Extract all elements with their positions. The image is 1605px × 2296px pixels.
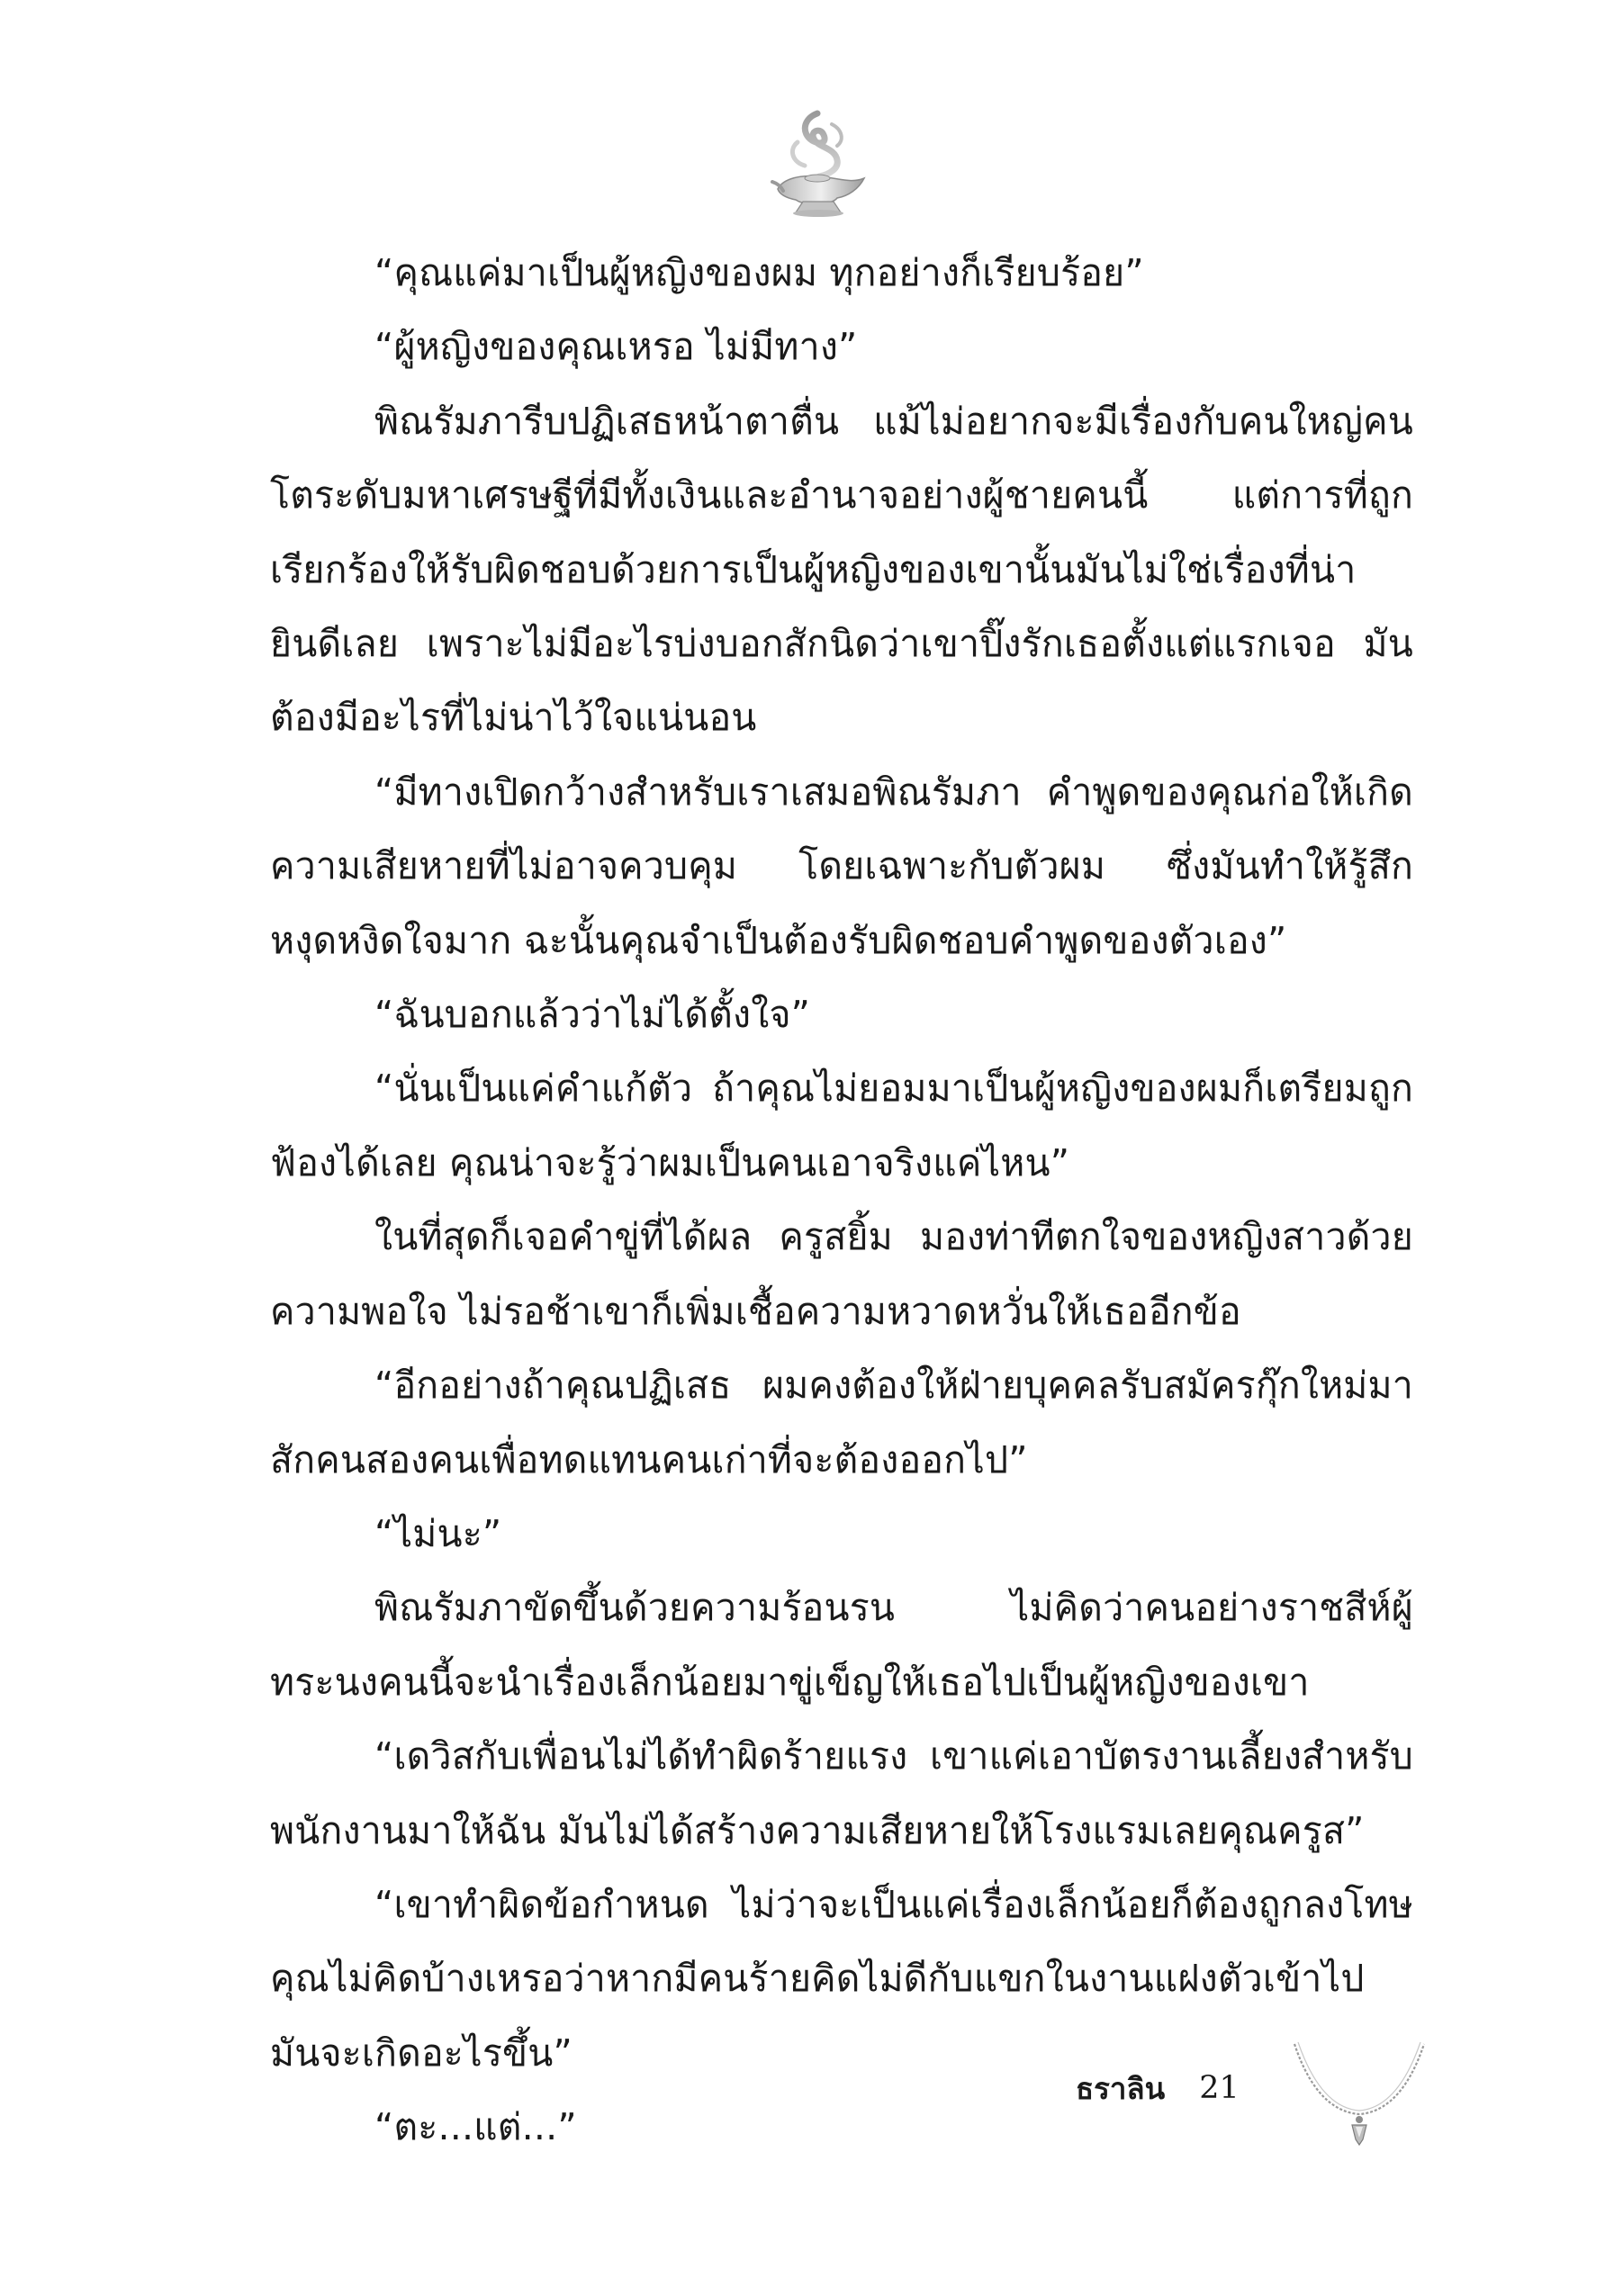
paragraph: “เขาทำผิดข้อกำหนด ไม่ว่าจะเป็นแค่เรื่องเล็กน้อยก็ต้องถูกลงโทษคุณไม่คิดบ้างเหรอว่าหากมีคนร้ายคิดไม่ดีกับแขกในงานแฝงตัวเข้าไปมันจะเกิดอะไรขึ้น” [270,1882,1413,2075]
paragraph: “ตะ...แต่...” [374,2105,577,2149]
paragraph: “ผู้หญิงของคุณเหรอ ไม่มีทาง” [374,325,858,369]
author-name: ธราลิน [1076,2070,1166,2106]
paragraph: “คุณแค่มาเป็นผู้หญิงของผม ทุกอย่างก็เรียบร้อย” [374,251,1144,294]
paragraph: “ไม่นะ” [374,1511,502,1555]
paragraph: “ฉันบอกแล้วว่าไม่ได้ตั้งใจ” [374,993,811,1037]
paragraph: “มีทางเปิดกว้างสำหรับเราเสมอพิณรัมภา คำพูดของคุณก่อให้เกิดความเสียหายที่ไม่อาจควบคุม โดยเฉพาะกับตัวผม ซึ่งมันทำให้รู้สึกหงุดหงิดใจมาก ฉะนั้นคุณจำเป็นต้องรับผิดชอบคำพูดของตัวเอง” [270,770,1413,962]
genie-lamp-icon [765,106,873,223]
paragraph: พิณรัมภาขัดขึ้นด้วยความร้อนรน ไม่คิดว่าคนอย่างราชสีห์ผู้ทระนงคนนี้จะนำเรื่องเล็กน้อยมาขู่เข็ญให้เธอไปเป็นผู้หญิงของเขา [270,1586,1413,1704]
paragraph: “เดวิสกับเพื่อนไม่ได้ทำผิดร้ายแรง เขาแค่เอาบัตรงานเลี้ยงสำหรับพนักงานมาให้ฉัน มันไม่ได้สร้างความเสียหายให้โรงแรมเลยคุณครูส” [270,1734,1413,1852]
paragraph: “นั่นเป็นแค่คำแก้ตัว ถ้าคุณไม่ยอมมาเป็นผู้หญิงของผมก็เตรียมถูกฟ้องได้เลย คุณน่าจะรู้ว่าผมเป็นคนเอาจริงแค่ไหน” [270,1067,1413,1184]
page-number: 21 [1199,2070,1240,2106]
page-footer [1076,2057,1240,2120]
paragraph: “อีกอย่างถ้าคุณปฏิเสธ ผมคงต้องให้ฝ่ายบุคคลรับสมัครกุ๊กใหม่มาสักคนสองคนเพื่อทดแทนคนเก่าที่จะต้องออกไป” [270,1364,1413,1481]
paragraph: ในที่สุดก็เจอคำขู่ที่ได้ผล ครูสยิ้ม มองท่าทีตกใจของหญิงสาวด้วยความพอใจ ไม่รอช้าเขาก็เพิ่มเชื้อความหวาดหวั่นให้เธออีกข้อ [270,1215,1413,1333]
paragraph: พิณรัมภารีบปฏิเสธหน้าตาตื่น แม้ไม่อยากจะมีเรื่องกับคนใหญ่คนโตระดับมหาเศรษฐีที่มีทั้งเงินและอำนาจอย่างผู้ชายคนนี้ แต่การที่ถูกเรียกร้องให้รับผิดชอบด้วยการเป็นผู้หญิงของเขานั้นมันไม่ใช่เรื่องที่น่ายินดีเลย เพราะไม่มีอะไรบ่งบอกสักนิดว่าเขาปิ๊งรักเธอตั้งแต่แรกเจอ มันต้องมีอะไรที่ไม่น่าไว้ใจแน่นอน [270,399,1413,740]
story-text [270,236,1413,2165]
necklace-pendant-icon [1287,2039,1431,2151]
